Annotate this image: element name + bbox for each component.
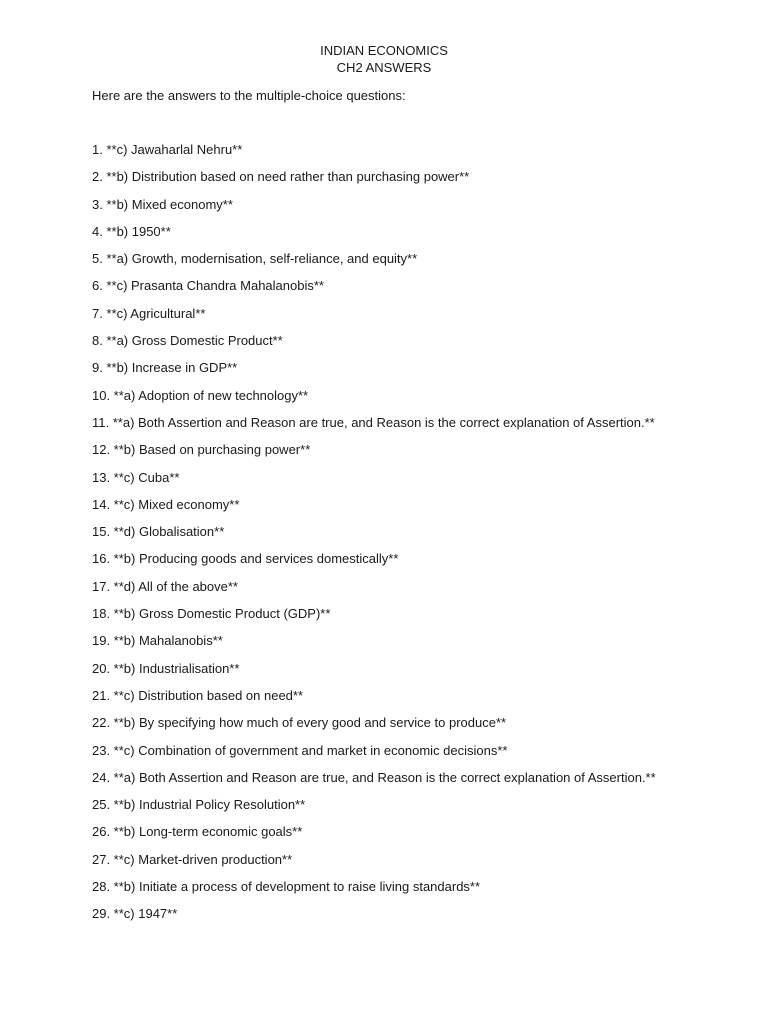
title-block bbox=[0, 42, 768, 76]
answer-item-15: 15. **d) Globalisation** bbox=[92, 524, 225, 540]
answer-list bbox=[92, 141, 656, 933]
answer-item-25: 25. **b) Industrial Policy Resolution** bbox=[92, 797, 306, 813]
answer-item-13: 13. **c) Cuba** bbox=[92, 469, 180, 485]
answer-item-6: 6. **c) Prasanta Chandra Mahalanobis** bbox=[92, 278, 324, 294]
answer-item-16: 16. **b) Producing goods and services domestically** bbox=[92, 551, 399, 567]
answer-item-18: 18. **b) Gross Domestic Product (GDP)** bbox=[92, 606, 331, 622]
answer-item-5: 5. **a) Growth, modernisation, self-reliance, and equity** bbox=[92, 251, 418, 267]
answer-item-24: 24. **a) Both Assertion and Reason are true, and Reason is the correct explanation of Assertion.** bbox=[92, 769, 656, 785]
answer-item-11: 11. **a) Both Assertion and Reason are true, and Reason is the correct explanation of Assertion.** bbox=[92, 414, 655, 430]
answer-item-8: 8. **a) Gross Domestic Product** bbox=[92, 333, 283, 349]
answer-item-9: 9. **b) Increase in GDP** bbox=[92, 360, 238, 376]
answer-item-7: 7. **c) Agricultural** bbox=[92, 305, 206, 321]
answer-item-21: 21. **c) Distribution based on need** bbox=[92, 687, 304, 703]
answer-item-3: 3. **b) Mixed economy** bbox=[92, 196, 233, 212]
intro-text: Here are the answers to the multiple-choice questions: bbox=[92, 88, 406, 103]
answer-item-19: 19. **b) Mahalanobis** bbox=[92, 633, 223, 649]
answer-item-23: 23. **c) Combination of government and market in economic decisions** bbox=[92, 742, 508, 758]
answer-item-27: 27. **c) Market-driven production** bbox=[92, 851, 293, 867]
answer-item-26: 26. **b) Long-term economic goals** bbox=[92, 824, 303, 840]
answer-item-2: 2. **b) Distribution based on need rather than purchasing power** bbox=[92, 169, 470, 185]
answer-item-4: 4. **b) 1950** bbox=[92, 223, 171, 239]
answer-item-28: 28. **b) Initiate a process of development to raise living standards** bbox=[92, 879, 481, 895]
answer-item-29: 29. **c) 1947** bbox=[92, 906, 178, 922]
answer-item-12: 12. **b) Based on purchasing power** bbox=[92, 442, 311, 458]
answer-item-17: 17. **d) All of the above** bbox=[92, 578, 238, 594]
page-title: INDIAN ECONOMICS bbox=[320, 43, 448, 58]
answer-item-10: 10. **a) Adoption of new technology** bbox=[92, 387, 309, 403]
page-subtitle: CH2 ANSWERS bbox=[336, 60, 432, 75]
answer-item-14: 14. **c) Mixed economy** bbox=[92, 496, 240, 512]
answer-item-22: 22. **b) By specifying how much of every good and service to produce** bbox=[92, 715, 507, 731]
answer-item-20: 20. **b) Industrialisation** bbox=[92, 660, 240, 676]
answer-item-1: 1. **c) Jawaharlal Nehru** bbox=[92, 142, 243, 157]
